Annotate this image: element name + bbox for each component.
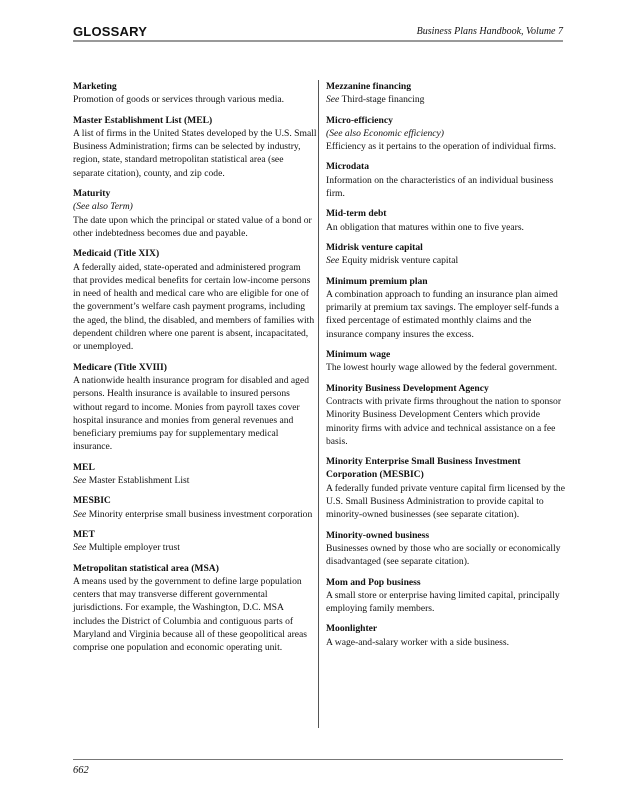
header-rule — [73, 40, 563, 42]
glossary-definition: A federally aided, state-operated and administered program that provides medical benefits for certain low-income persons in need of health and medical care who are eligible for one of the government’s welfare cash payment programs, including the aged, the blind, the disabled, and members of families with dependent children where one parent is absent, incapacitated, or unemployed. — [73, 261, 315, 353]
glossary-entry — [73, 80, 317, 107]
glossary-term: Micro-efficiency — [326, 114, 393, 126]
see-label: See — [73, 475, 87, 487]
see-reference: Third-stage financing — [341, 94, 425, 106]
glossary-definition: A combination approach to funding an insurance plan aimed primarily at premium tax savings. The employer self-funds a fixed percentage of estimated monthly claims and the insurance company insures the excess. — [326, 288, 559, 340]
glossary-entry — [326, 80, 566, 107]
glossary-definition: Efficiency as it pertains to the operation of individual firms. — [326, 141, 557, 153]
glossary-definition: A means used by the government to define large population centers that may transverse different governmental jurisdictions. For example, the Washington, D.C. MSA includes the District of Columbia and contiguous parts of Maryland and Virginia because all of these geopolitical areas comprise one population and economic operating unit. — [73, 575, 308, 654]
glossary-term: Medicare (Title XVIII) — [73, 361, 167, 373]
cross-reference — [73, 508, 317, 521]
glossary-definition: A small store or enterprise having limited capital, principally employing family members. — [326, 589, 560, 615]
glossary-entry — [73, 461, 317, 488]
glossary-entry — [326, 275, 566, 341]
glossary-entry — [73, 247, 317, 353]
glossary-term: Marketing — [73, 81, 117, 92]
see-reference: Equity midrisk venture capital — [341, 255, 459, 267]
glossary-term: MET — [73, 528, 95, 540]
glossary-entry — [73, 187, 317, 240]
glossary-term: Minority-owned business — [326, 529, 430, 541]
see-label: See — [73, 542, 87, 554]
cross-reference — [73, 541, 317, 554]
glossary-term: Minimum premium plan — [326, 275, 428, 287]
glossary-definition: A nationwide health insurance program for disabled and aged persons. Health insurance is available to insured persons without regard to income. Monies from payroll taxes cover hospital insurance and monies from general revenues and beneficiary premiums pay for supplementary medical insurance. — [73, 374, 310, 453]
glossary-definition: A federally funded private venture capital firm licensed by the U.S. Small Business Administration to provide capital to minority-owned businesses (see separate citation). — [326, 482, 565, 521]
glossary-definition: The lowest hourly wage allowed by the federal government. — [326, 362, 557, 374]
glossary-entry — [73, 114, 317, 180]
footer-rule — [73, 759, 563, 760]
glossary-definition: Promotion of goods or services through various media. — [73, 94, 285, 106]
glossary-column-right — [326, 80, 566, 656]
see-also-note: (See also Economic efficiency) — [326, 127, 445, 139]
glossary-term: Mezzanine financing — [326, 81, 412, 92]
glossary-term: Midrisk venture capital — [326, 241, 423, 253]
glossary-entry — [326, 348, 566, 375]
glossary-term: Metropolitan statistical area (MSA) — [73, 562, 219, 574]
see-reference: Master Establishment List — [88, 475, 190, 487]
cross-reference — [326, 254, 566, 267]
book-title: Business Plans Handbook, Volume 7 — [416, 26, 563, 37]
glossary-entry — [73, 494, 317, 521]
glossary-entry — [326, 160, 566, 200]
see-label: See — [326, 255, 340, 267]
cross-reference — [326, 93, 566, 106]
glossary-term: Minority Enterprise Small Business Investment Corporation (MESBIC) — [326, 456, 521, 481]
glossary-definition: The date upon which the principal or stated value of a bond or other indebtedness becomes due and payable. — [73, 214, 312, 239]
glossary-definition: A wage-and-salary worker with a side business. — [326, 636, 510, 648]
glossary-column-left — [73, 80, 317, 662]
see-reference: Multiple employer trust — [88, 542, 180, 554]
glossary-term: Minority Business Development Agency — [326, 382, 489, 394]
glossary-entry — [326, 241, 566, 268]
see-label: See — [73, 508, 87, 520]
glossary-definition: Businesses owned by those who are socially or economically disadvantaged (see separate citation). — [326, 542, 561, 568]
see-also-note: (See also Term) — [73, 201, 133, 213]
glossary-entry — [73, 361, 317, 454]
column-divider — [318, 80, 319, 728]
glossary-term: Mom and Pop business — [326, 576, 421, 588]
glossary-term: MESBIC — [73, 495, 111, 507]
glossary-term: MEL — [73, 461, 95, 473]
glossary-term: Moonlighter — [326, 623, 378, 635]
glossary-term: Minimum wage — [326, 349, 391, 361]
glossary-entry — [326, 576, 566, 616]
see-reference: Minority enterprise small business investment corporation — [88, 508, 313, 520]
section-title: GLOSSARY — [73, 24, 148, 39]
glossary-term: Maturity — [73, 188, 111, 200]
glossary-term: Microdata — [326, 161, 369, 173]
glossary-definition: Contracts with private firms throughout the nation to sponsor Minority Business Development Centers which provide minority firms with advice and technical assistance on a fee basis. — [326, 395, 562, 447]
glossary-entry — [73, 562, 317, 655]
cross-reference — [73, 474, 317, 487]
page-number: 662 — [73, 765, 89, 776]
glossary-definition: A list of firms in the United States developed by the U.S. Small Business Administration; firms can be selected by industry, region, state, standard metropolitan statistical area (see separate citation), county, and zip code. — [73, 127, 317, 179]
glossary-entry — [326, 207, 566, 234]
glossary-entry — [326, 114, 566, 154]
glossary-entry — [326, 382, 566, 448]
glossary-term: Mid-term debt — [326, 208, 387, 220]
glossary-definition: An obligation that matures within one to five years. — [326, 221, 524, 233]
see-label: See — [326, 94, 340, 106]
glossary-entry — [73, 528, 317, 555]
glossary-definition: Information on the characteristics of an individual business firm. — [326, 174, 554, 200]
glossary-term: Medicaid (Title XIX) — [73, 248, 160, 260]
glossary-entry — [326, 529, 566, 569]
glossary-term: Master Establishment List (MEL) — [73, 114, 213, 126]
glossary-entry — [326, 455, 566, 521]
glossary-entry — [326, 622, 566, 649]
